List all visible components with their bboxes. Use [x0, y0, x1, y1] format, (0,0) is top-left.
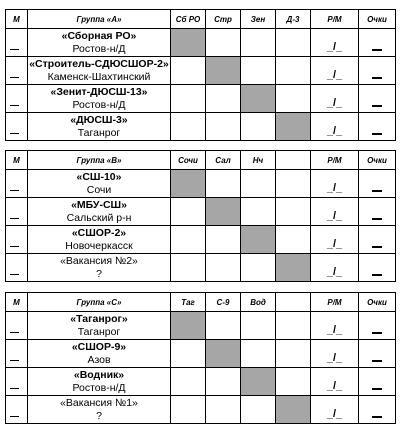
- group-b-header-row: [6, 151, 396, 170]
- points-cell: [359, 85, 396, 113]
- score-value: _/_: [326, 380, 343, 392]
- team-cell: [28, 254, 171, 282]
- place-header: М: [6, 10, 28, 29]
- score-cell: [311, 254, 359, 282]
- group-title: Группа «А»: [28, 10, 171, 29]
- place-cell: [6, 85, 28, 113]
- match-cell: [206, 254, 241, 282]
- score-cell: [311, 368, 359, 396]
- score-header: Р/М: [311, 10, 359, 29]
- score-value: _/_: [326, 182, 343, 194]
- group-title: Группа «В»: [28, 151, 171, 170]
- team-name: «МБУ-СШ»: [71, 198, 127, 211]
- place-cell: [6, 226, 28, 254]
- match-cell: [241, 340, 276, 368]
- team-cell: [28, 170, 171, 198]
- team-name: «Строитель-СДЮСШОР-2»: [29, 57, 169, 70]
- self-match-cell: [171, 312, 206, 340]
- team-cell: [28, 312, 171, 340]
- team-city: Таганрог: [77, 325, 121, 338]
- place-cell: [6, 254, 28, 282]
- self-match-cell: [206, 340, 241, 368]
- match-cell: [206, 396, 241, 424]
- match-cell: [241, 396, 276, 424]
- place-cell: [6, 198, 28, 226]
- points-cell: [359, 368, 396, 396]
- match-cell: [276, 368, 311, 396]
- self-match-cell: [241, 368, 276, 396]
- match-cell: [276, 170, 311, 198]
- points-cell: [359, 170, 396, 198]
- table-row: [6, 113, 396, 141]
- match-cell: [276, 198, 311, 226]
- table-row: [6, 254, 396, 282]
- team-city: Ростов-н/Д: [72, 98, 126, 111]
- points-cell: [359, 226, 396, 254]
- self-match-cell: [241, 226, 276, 254]
- opponent-header: Д-3: [276, 10, 311, 29]
- score-cell: [311, 85, 359, 113]
- points-cell: [359, 254, 396, 282]
- self-match-cell: [276, 396, 311, 424]
- team-cell: [28, 29, 171, 57]
- place-cell: [6, 170, 28, 198]
- opponent-header: Стр: [206, 10, 241, 29]
- score-value: _/_: [326, 352, 343, 364]
- score-value: _/_: [326, 97, 343, 109]
- match-cell: [206, 226, 241, 254]
- match-cell: [171, 340, 206, 368]
- opponent-header: [276, 151, 311, 170]
- match-cell: [241, 254, 276, 282]
- team-cell: [28, 368, 171, 396]
- team-city: ?: [96, 267, 102, 280]
- self-match-cell: [171, 170, 206, 198]
- group-c-table: [5, 292, 396, 424]
- team-name: «Вакансия №2»: [60, 254, 138, 267]
- score-value: _/_: [326, 41, 343, 53]
- team-name: «Вакансия №1»: [60, 396, 138, 409]
- match-cell: [241, 29, 276, 57]
- match-cell: [171, 198, 206, 226]
- points-header: Очки: [359, 10, 396, 29]
- match-cell: [276, 340, 311, 368]
- team-name: «Зенит-ДЮСШ-13»: [50, 85, 148, 98]
- self-match-cell: [276, 254, 311, 282]
- team-cell: [28, 198, 171, 226]
- team-cell: [28, 57, 171, 85]
- place-cell: [6, 312, 28, 340]
- team-city: Каменск-Шахтинский: [47, 70, 151, 83]
- score-cell: [311, 226, 359, 254]
- match-cell: [276, 57, 311, 85]
- match-cell: [206, 113, 241, 141]
- team-name: «Таганрог»: [70, 312, 128, 325]
- team-cell: [28, 396, 171, 424]
- score-cell: [311, 396, 359, 424]
- table-row: [6, 29, 396, 57]
- match-cell: [206, 312, 241, 340]
- team-city: Сальский р-н: [66, 211, 132, 224]
- table-row: [6, 170, 396, 198]
- table-row: [6, 226, 396, 254]
- score-value: _/_: [326, 324, 343, 336]
- score-header: Р/М: [311, 293, 359, 312]
- team-name: «Водник»: [73, 368, 125, 381]
- match-cell: [241, 170, 276, 198]
- match-cell: [171, 226, 206, 254]
- self-match-cell: [206, 57, 241, 85]
- group-c-header-row: [6, 293, 396, 312]
- opponent-header: Сочи: [171, 151, 206, 170]
- points-header: Очки: [359, 293, 396, 312]
- team-name: «СШОР-2»: [71, 226, 127, 239]
- place-cell: [6, 368, 28, 396]
- score-value: _/_: [326, 125, 343, 137]
- opponent-header: Вод: [241, 293, 276, 312]
- score-value: _/_: [326, 408, 343, 420]
- table-row: [6, 198, 396, 226]
- score-value: _/_: [326, 210, 343, 222]
- score-cell: [311, 170, 359, 198]
- team-name: «СШОР-9»: [71, 340, 127, 353]
- points-cell: [359, 340, 396, 368]
- match-cell: [276, 226, 311, 254]
- opponent-header: Зен: [241, 10, 276, 29]
- team-cell: [28, 340, 171, 368]
- table-row: [6, 85, 396, 113]
- place-header: М: [6, 151, 28, 170]
- group-a-header-row: [6, 10, 396, 29]
- place-cell: [6, 57, 28, 85]
- points-cell: [359, 57, 396, 85]
- points-cell: [359, 312, 396, 340]
- team-city: Новочеркасск: [65, 239, 133, 252]
- team-city: Таганрог: [77, 126, 121, 139]
- self-match-cell: [206, 198, 241, 226]
- match-cell: [171, 254, 206, 282]
- match-cell: [276, 85, 311, 113]
- points-cell: [359, 113, 396, 141]
- group-b-table: [5, 150, 396, 282]
- place-cell: [6, 113, 28, 141]
- opponent-header: Нч: [241, 151, 276, 170]
- points-cell: [359, 29, 396, 57]
- score-value: _/_: [326, 266, 343, 278]
- group-title: Группа «С»: [28, 293, 171, 312]
- table-row: [6, 368, 396, 396]
- score-cell: [311, 113, 359, 141]
- points-cell: [359, 396, 396, 424]
- team-name: «Сборная РО»: [61, 29, 137, 42]
- match-cell: [206, 368, 241, 396]
- place-cell: [6, 396, 28, 424]
- self-match-cell: [171, 29, 206, 57]
- team-name: «ДЮСШ-3»: [70, 113, 128, 126]
- match-cell: [276, 29, 311, 57]
- score-value: _/_: [326, 238, 343, 250]
- opponent-header: Таг: [171, 293, 206, 312]
- score-value: _/_: [326, 69, 343, 81]
- place-cell: [6, 29, 28, 57]
- points-cell: [359, 198, 396, 226]
- match-cell: [206, 85, 241, 113]
- team-city: Азов: [87, 353, 111, 366]
- team-city: Сочи: [86, 183, 112, 196]
- team-city: ?: [96, 409, 102, 422]
- score-cell: [311, 198, 359, 226]
- place-header: М: [6, 293, 28, 312]
- self-match-cell: [241, 85, 276, 113]
- match-cell: [171, 85, 206, 113]
- match-cell: [206, 29, 241, 57]
- table-row: [6, 57, 396, 85]
- match-cell: [276, 312, 311, 340]
- match-cell: [171, 396, 206, 424]
- self-match-cell: [276, 113, 311, 141]
- group-a-table: [5, 9, 396, 141]
- match-cell: [241, 113, 276, 141]
- team-cell: [28, 85, 171, 113]
- match-cell: [241, 312, 276, 340]
- table-row: [6, 312, 396, 340]
- team-city: Ростов-н/Д: [72, 381, 126, 394]
- score-cell: [311, 57, 359, 85]
- opponent-header: Сал: [206, 151, 241, 170]
- table-row: [6, 396, 396, 424]
- match-cell: [171, 57, 206, 85]
- team-cell: [28, 113, 171, 141]
- points-header: Очки: [359, 151, 396, 170]
- match-cell: [241, 198, 276, 226]
- opponent-header: [276, 293, 311, 312]
- team-city: Ростов-н/Д: [72, 42, 126, 55]
- score-cell: [311, 29, 359, 57]
- opponent-header: С-9: [206, 293, 241, 312]
- table-row: [6, 340, 396, 368]
- match-cell: [206, 170, 241, 198]
- score-header: Р/М: [311, 151, 359, 170]
- opponent-header: Сб РО: [171, 10, 206, 29]
- match-cell: [171, 368, 206, 396]
- place-cell: [6, 340, 28, 368]
- match-cell: [171, 113, 206, 141]
- score-cell: [311, 312, 359, 340]
- match-cell: [241, 57, 276, 85]
- team-cell: [28, 226, 171, 254]
- score-cell: [311, 340, 359, 368]
- team-name: «СШ-10»: [76, 170, 122, 183]
